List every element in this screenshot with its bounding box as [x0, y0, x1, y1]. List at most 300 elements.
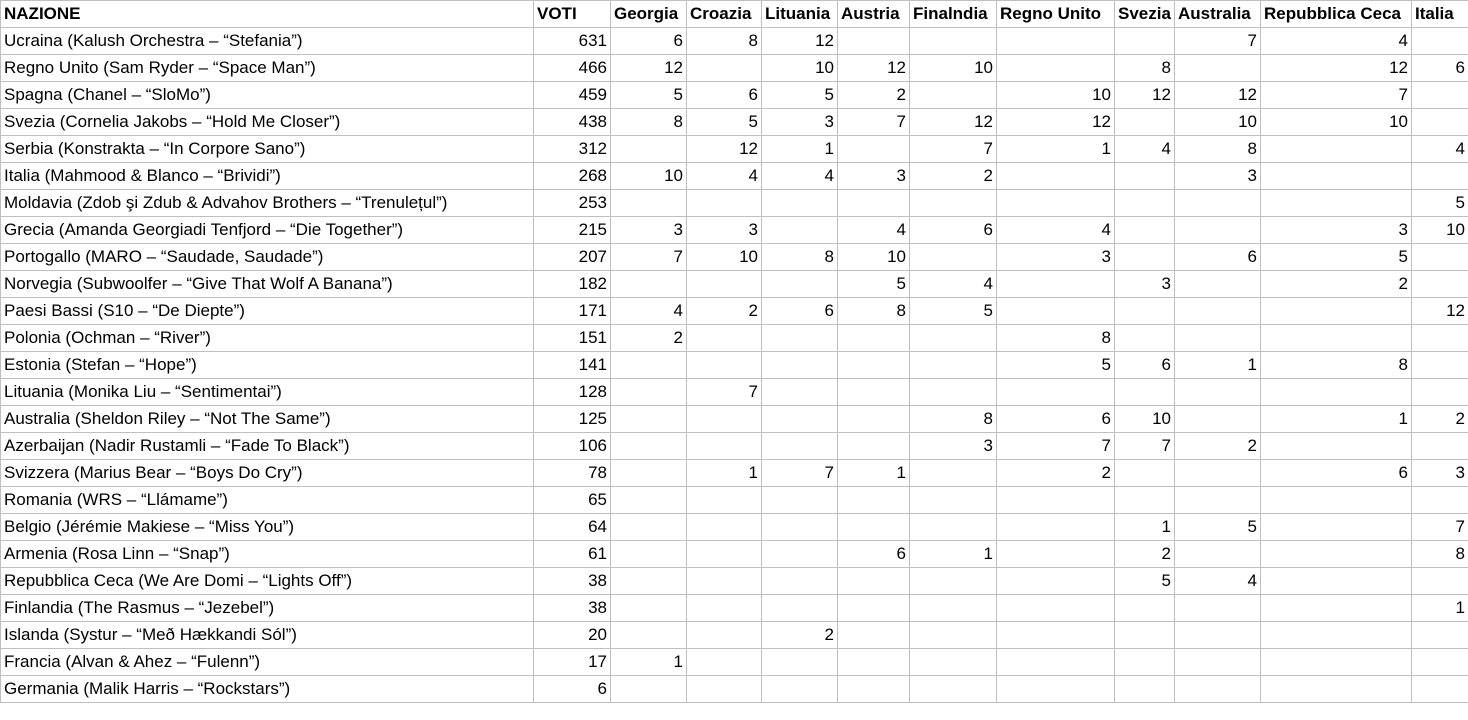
points-cell[interactable]: 1 — [910, 541, 997, 568]
points-cell[interactable]: 12 — [997, 109, 1115, 136]
points-cell[interactable] — [1115, 109, 1175, 136]
nation-cell[interactable]: Norvegia (Subwoolfer – “Give That Wolf A Banana”) — [1, 271, 534, 298]
points-cell[interactable]: 2 — [762, 622, 838, 649]
points-cell[interactable]: 12 — [1115, 82, 1175, 109]
points-cell[interactable]: 8 — [1175, 136, 1261, 163]
points-cell[interactable] — [1175, 298, 1261, 325]
points-cell[interactable] — [997, 190, 1115, 217]
points-cell[interactable]: 5 — [1412, 190, 1468, 217]
points-cell[interactable] — [1175, 541, 1261, 568]
points-cell[interactable] — [1261, 676, 1412, 703]
votes-cell[interactable]: 38 — [534, 568, 611, 595]
column-header-voter-country[interactable]: Repubblica Ceca — [1261, 1, 1412, 28]
points-cell[interactable] — [1175, 406, 1261, 433]
column-header-voter-country[interactable]: Austria — [838, 1, 910, 28]
points-cell[interactable] — [611, 406, 687, 433]
points-cell[interactable] — [1412, 325, 1468, 352]
points-cell[interactable] — [838, 352, 910, 379]
points-cell[interactable] — [687, 352, 762, 379]
points-cell[interactable] — [1115, 379, 1175, 406]
points-cell[interactable]: 6 — [910, 217, 997, 244]
points-cell[interactable] — [910, 676, 997, 703]
column-header-voter-country[interactable]: Italia — [1412, 1, 1468, 28]
points-cell[interactable] — [910, 28, 997, 55]
points-cell[interactable] — [910, 460, 997, 487]
column-header-voter-country[interactable]: Australia — [1175, 1, 1261, 28]
points-cell[interactable]: 2 — [838, 82, 910, 109]
votes-cell[interactable]: 438 — [534, 109, 611, 136]
column-header-voter-country[interactable]: Regno Unito — [997, 1, 1115, 28]
points-cell[interactable] — [1115, 460, 1175, 487]
points-cell[interactable]: 3 — [687, 217, 762, 244]
votes-cell[interactable]: 65 — [534, 487, 611, 514]
points-cell[interactable] — [762, 217, 838, 244]
points-cell[interactable]: 12 — [1412, 298, 1468, 325]
points-cell[interactable]: 5 — [1175, 514, 1261, 541]
points-cell[interactable] — [1412, 433, 1468, 460]
points-cell[interactable] — [1412, 244, 1468, 271]
points-cell[interactable]: 12 — [687, 136, 762, 163]
points-cell[interactable] — [838, 514, 910, 541]
points-cell[interactable] — [1261, 190, 1412, 217]
points-cell[interactable] — [611, 271, 687, 298]
points-cell[interactable]: 2 — [1261, 271, 1412, 298]
nation-cell[interactable]: Moldavia (Zdob şi Zdub & Advahov Brothers – “Trenulețul”) — [1, 190, 534, 217]
points-cell[interactable] — [910, 379, 997, 406]
points-cell[interactable] — [1115, 244, 1175, 271]
nation-cell[interactable]: Germania (Malik Harris – “Rockstars”) — [1, 676, 534, 703]
nation-cell[interactable]: Portogallo (MARO – “Saudade, Saudade”) — [1, 244, 534, 271]
points-cell[interactable]: 8 — [1412, 541, 1468, 568]
points-cell[interactable]: 10 — [1115, 406, 1175, 433]
votes-cell[interactable]: 459 — [534, 82, 611, 109]
points-cell[interactable] — [1115, 325, 1175, 352]
votes-cell[interactable]: 312 — [534, 136, 611, 163]
points-cell[interactable] — [762, 190, 838, 217]
points-cell[interactable]: 10 — [910, 55, 997, 82]
points-cell[interactable] — [762, 406, 838, 433]
points-cell[interactable] — [687, 487, 762, 514]
points-cell[interactable]: 6 — [611, 28, 687, 55]
points-cell[interactable]: 12 — [838, 55, 910, 82]
points-cell[interactable]: 10 — [838, 244, 910, 271]
points-cell[interactable] — [1412, 568, 1468, 595]
points-cell[interactable] — [1261, 325, 1412, 352]
points-cell[interactable] — [1115, 190, 1175, 217]
nation-cell[interactable]: Serbia (Konstrakta – “In Corpore Sano”) — [1, 136, 534, 163]
points-cell[interactable] — [1261, 487, 1412, 514]
points-cell[interactable] — [762, 514, 838, 541]
points-cell[interactable]: 2 — [1115, 541, 1175, 568]
column-header-voter-country[interactable]: Lituania — [762, 1, 838, 28]
points-cell[interactable]: 4 — [762, 163, 838, 190]
points-cell[interactable] — [838, 136, 910, 163]
points-cell[interactable] — [1175, 649, 1261, 676]
points-cell[interactable] — [687, 325, 762, 352]
points-cell[interactable]: 1 — [687, 460, 762, 487]
points-cell[interactable] — [762, 568, 838, 595]
points-cell[interactable] — [997, 622, 1115, 649]
nation-cell[interactable]: Paesi Bassi (S10 – “De Diepte”) — [1, 298, 534, 325]
points-cell[interactable]: 1 — [838, 460, 910, 487]
points-cell[interactable]: 4 — [910, 271, 997, 298]
points-cell[interactable]: 5 — [687, 109, 762, 136]
points-cell[interactable] — [838, 325, 910, 352]
points-cell[interactable] — [1412, 379, 1468, 406]
points-cell[interactable] — [1261, 541, 1412, 568]
points-cell[interactable]: 4 — [1261, 28, 1412, 55]
points-cell[interactable] — [1115, 28, 1175, 55]
points-cell[interactable] — [1175, 595, 1261, 622]
nation-cell[interactable]: Romania (WRS – “Llámame”) — [1, 487, 534, 514]
points-cell[interactable]: 3 — [1175, 163, 1261, 190]
points-cell[interactable] — [1261, 595, 1412, 622]
points-cell[interactable] — [910, 568, 997, 595]
points-cell[interactable] — [997, 28, 1115, 55]
points-cell[interactable]: 1 — [762, 136, 838, 163]
points-cell[interactable] — [910, 595, 997, 622]
points-cell[interactable] — [762, 541, 838, 568]
points-cell[interactable] — [687, 595, 762, 622]
points-cell[interactable]: 3 — [1115, 271, 1175, 298]
points-cell[interactable] — [1115, 676, 1175, 703]
points-cell[interactable] — [838, 595, 910, 622]
points-cell[interactable] — [611, 514, 687, 541]
points-cell[interactable]: 6 — [997, 406, 1115, 433]
points-cell[interactable]: 1 — [1115, 514, 1175, 541]
points-cell[interactable] — [838, 649, 910, 676]
points-cell[interactable]: 10 — [611, 163, 687, 190]
votes-cell[interactable]: 171 — [534, 298, 611, 325]
points-cell[interactable]: 3 — [838, 163, 910, 190]
points-cell[interactable]: 6 — [838, 541, 910, 568]
votes-cell[interactable]: 215 — [534, 217, 611, 244]
votes-cell[interactable]: 268 — [534, 163, 611, 190]
points-cell[interactable]: 8 — [997, 325, 1115, 352]
votes-cell[interactable]: 125 — [534, 406, 611, 433]
points-cell[interactable] — [687, 568, 762, 595]
points-cell[interactable] — [1175, 460, 1261, 487]
points-cell[interactable] — [1175, 676, 1261, 703]
points-cell[interactable] — [910, 514, 997, 541]
votes-cell[interactable]: 6 — [534, 676, 611, 703]
points-cell[interactable] — [997, 163, 1115, 190]
points-cell[interactable] — [1412, 109, 1468, 136]
points-cell[interactable] — [997, 649, 1115, 676]
points-cell[interactable] — [762, 487, 838, 514]
points-cell[interactable] — [1175, 622, 1261, 649]
points-cell[interactable] — [611, 433, 687, 460]
points-cell[interactable]: 1 — [997, 136, 1115, 163]
points-cell[interactable]: 3 — [1412, 460, 1468, 487]
nation-cell[interactable]: Belgio (Jérémie Makiese – “Miss You”) — [1, 514, 534, 541]
votes-cell[interactable]: 151 — [534, 325, 611, 352]
points-cell[interactable]: 8 — [611, 109, 687, 136]
points-cell[interactable]: 8 — [1261, 352, 1412, 379]
points-cell[interactable]: 2 — [687, 298, 762, 325]
points-cell[interactable] — [611, 190, 687, 217]
points-cell[interactable] — [762, 676, 838, 703]
points-cell[interactable]: 2 — [997, 460, 1115, 487]
points-cell[interactable] — [1261, 433, 1412, 460]
nation-cell[interactable]: Islanda (Systur – “Með Hækkandi Sól”) — [1, 622, 534, 649]
points-cell[interactable] — [838, 406, 910, 433]
points-cell[interactable]: 5 — [1115, 568, 1175, 595]
points-cell[interactable] — [762, 595, 838, 622]
points-cell[interactable]: 2 — [1412, 406, 1468, 433]
points-cell[interactable]: 3 — [611, 217, 687, 244]
points-cell[interactable] — [997, 541, 1115, 568]
points-cell[interactable]: 8 — [687, 28, 762, 55]
points-cell[interactable] — [611, 568, 687, 595]
points-cell[interactable]: 8 — [838, 298, 910, 325]
points-cell[interactable]: 1 — [611, 649, 687, 676]
nation-cell[interactable]: Estonia (Stefan – “Hope”) — [1, 352, 534, 379]
votes-cell[interactable]: 61 — [534, 541, 611, 568]
points-cell[interactable] — [762, 433, 838, 460]
points-cell[interactable] — [1261, 379, 1412, 406]
points-cell[interactable] — [910, 622, 997, 649]
points-cell[interactable]: 10 — [762, 55, 838, 82]
points-cell[interactable] — [687, 406, 762, 433]
column-header-nation[interactable]: NAZIONE — [1, 1, 534, 28]
points-cell[interactable] — [838, 28, 910, 55]
points-cell[interactable] — [1261, 163, 1412, 190]
nation-cell[interactable]: Repubblica Ceca (We Are Domi – “Lights Off”) — [1, 568, 534, 595]
points-cell[interactable] — [838, 622, 910, 649]
points-cell[interactable] — [1412, 649, 1468, 676]
votes-cell[interactable]: 106 — [534, 433, 611, 460]
points-cell[interactable] — [687, 55, 762, 82]
points-cell[interactable] — [1115, 649, 1175, 676]
points-cell[interactable]: 2 — [910, 163, 997, 190]
points-cell[interactable] — [997, 271, 1115, 298]
points-cell[interactable]: 10 — [1175, 109, 1261, 136]
points-cell[interactable] — [1115, 622, 1175, 649]
points-cell[interactable] — [687, 649, 762, 676]
nation-cell[interactable]: Italia (Mahmood & Blanco – “Brividi”) — [1, 163, 534, 190]
points-cell[interactable]: 3 — [910, 433, 997, 460]
points-cell[interactable] — [611, 622, 687, 649]
nation-cell[interactable]: Polonia (Ochman – “River”) — [1, 325, 534, 352]
points-cell[interactable]: 8 — [762, 244, 838, 271]
points-cell[interactable] — [611, 595, 687, 622]
points-cell[interactable] — [838, 190, 910, 217]
points-cell[interactable]: 8 — [1115, 55, 1175, 82]
points-cell[interactable] — [910, 244, 997, 271]
points-cell[interactable]: 12 — [1261, 55, 1412, 82]
points-cell[interactable]: 5 — [611, 82, 687, 109]
points-cell[interactable]: 5 — [997, 352, 1115, 379]
points-cell[interactable] — [838, 487, 910, 514]
points-cell[interactable]: 7 — [611, 244, 687, 271]
points-cell[interactable] — [838, 433, 910, 460]
points-cell[interactable] — [1261, 568, 1412, 595]
points-cell[interactable] — [1261, 298, 1412, 325]
points-cell[interactable] — [997, 595, 1115, 622]
points-cell[interactable]: 7 — [997, 433, 1115, 460]
points-cell[interactable]: 1 — [1412, 595, 1468, 622]
points-cell[interactable] — [838, 568, 910, 595]
nation-cell[interactable]: Ucraina (Kalush Orchestra – “Stefania”) — [1, 28, 534, 55]
points-cell[interactable]: 4 — [1412, 136, 1468, 163]
points-cell[interactable] — [910, 82, 997, 109]
points-cell[interactable] — [611, 487, 687, 514]
points-cell[interactable]: 4 — [687, 163, 762, 190]
nation-cell[interactable]: Armenia (Rosa Linn – “Snap”) — [1, 541, 534, 568]
points-cell[interactable]: 5 — [1261, 244, 1412, 271]
points-cell[interactable]: 6 — [1175, 244, 1261, 271]
points-cell[interactable]: 3 — [1261, 217, 1412, 244]
votes-cell[interactable]: 253 — [534, 190, 611, 217]
points-cell[interactable] — [687, 190, 762, 217]
points-cell[interactable] — [762, 352, 838, 379]
points-cell[interactable]: 12 — [910, 109, 997, 136]
nation-cell[interactable]: Regno Unito (Sam Ryder – “Space Man”) — [1, 55, 534, 82]
nation-cell[interactable]: Svezia (Cornelia Jakobs – “Hold Me Closer”) — [1, 109, 534, 136]
points-cell[interactable]: 5 — [838, 271, 910, 298]
points-cell[interactable] — [611, 379, 687, 406]
points-cell[interactable]: 10 — [997, 82, 1115, 109]
nation-cell[interactable]: Lituania (Monika Liu – “Sentimentai”) — [1, 379, 534, 406]
column-header-voter-country[interactable]: Svezia — [1115, 1, 1175, 28]
points-cell[interactable] — [762, 271, 838, 298]
points-cell[interactable]: 7 — [762, 460, 838, 487]
votes-cell[interactable]: 182 — [534, 271, 611, 298]
points-cell[interactable] — [611, 541, 687, 568]
points-cell[interactable] — [997, 55, 1115, 82]
points-cell[interactable] — [687, 622, 762, 649]
points-cell[interactable] — [1261, 622, 1412, 649]
points-cell[interactable]: 7 — [687, 379, 762, 406]
points-cell[interactable]: 7 — [1261, 82, 1412, 109]
points-cell[interactable] — [997, 487, 1115, 514]
points-cell[interactable]: 8 — [910, 406, 997, 433]
votes-cell[interactable]: 20 — [534, 622, 611, 649]
nation-cell[interactable]: Spagna (Chanel – “SloMo”) — [1, 82, 534, 109]
points-cell[interactable] — [1412, 163, 1468, 190]
points-cell[interactable]: 3 — [997, 244, 1115, 271]
points-cell[interactable] — [1115, 595, 1175, 622]
points-cell[interactable] — [1412, 28, 1468, 55]
nation-cell[interactable]: Australia (Sheldon Riley – “Not The Same”) — [1, 406, 534, 433]
points-cell[interactable] — [611, 352, 687, 379]
points-cell[interactable] — [1175, 487, 1261, 514]
points-cell[interactable] — [910, 325, 997, 352]
points-cell[interactable] — [762, 379, 838, 406]
points-cell[interactable]: 4 — [997, 217, 1115, 244]
points-cell[interactable]: 1 — [1261, 406, 1412, 433]
points-cell[interactable]: 4 — [611, 298, 687, 325]
points-cell[interactable] — [1175, 325, 1261, 352]
points-cell[interactable] — [910, 190, 997, 217]
points-cell[interactable]: 10 — [1261, 109, 1412, 136]
points-cell[interactable] — [611, 136, 687, 163]
points-cell[interactable]: 10 — [1412, 217, 1468, 244]
votes-cell[interactable]: 128 — [534, 379, 611, 406]
points-cell[interactable] — [1261, 136, 1412, 163]
points-cell[interactable] — [1412, 622, 1468, 649]
column-header-voter-country[interactable]: Georgia — [611, 1, 687, 28]
nation-cell[interactable]: Svizzera (Marius Bear – “Boys Do Cry”) — [1, 460, 534, 487]
points-cell[interactable]: 6 — [1115, 352, 1175, 379]
points-cell[interactable] — [910, 487, 997, 514]
nation-cell[interactable]: Azerbaijan (Nadir Rustamli – “Fade To Black”) — [1, 433, 534, 460]
points-cell[interactable] — [1261, 514, 1412, 541]
points-cell[interactable] — [1261, 649, 1412, 676]
points-cell[interactable]: 6 — [687, 82, 762, 109]
points-cell[interactable] — [1115, 163, 1175, 190]
nation-cell[interactable]: Finlandia (The Rasmus – “Jezebel”) — [1, 595, 534, 622]
points-cell[interactable]: 7 — [1115, 433, 1175, 460]
votes-cell[interactable]: 17 — [534, 649, 611, 676]
points-cell[interactable]: 12 — [1175, 82, 1261, 109]
points-cell[interactable] — [1175, 55, 1261, 82]
points-cell[interactable]: 7 — [1412, 514, 1468, 541]
points-cell[interactable] — [611, 676, 687, 703]
points-cell[interactable] — [910, 649, 997, 676]
points-cell[interactable] — [1412, 676, 1468, 703]
column-header-voter-country[interactable]: Croazia — [687, 1, 762, 28]
points-cell[interactable] — [1175, 217, 1261, 244]
points-cell[interactable] — [910, 352, 997, 379]
points-cell[interactable] — [687, 541, 762, 568]
points-cell[interactable] — [838, 676, 910, 703]
points-cell[interactable] — [1412, 487, 1468, 514]
points-cell[interactable] — [762, 649, 838, 676]
points-cell[interactable] — [1412, 352, 1468, 379]
points-cell[interactable]: 10 — [687, 244, 762, 271]
points-cell[interactable] — [611, 460, 687, 487]
votes-cell[interactable]: 466 — [534, 55, 611, 82]
votes-cell[interactable]: 631 — [534, 28, 611, 55]
points-cell[interactable] — [687, 514, 762, 541]
points-cell[interactable] — [997, 379, 1115, 406]
points-cell[interactable] — [687, 433, 762, 460]
points-cell[interactable]: 7 — [1175, 28, 1261, 55]
votes-cell[interactable]: 64 — [534, 514, 611, 541]
points-cell[interactable] — [997, 568, 1115, 595]
points-cell[interactable]: 6 — [762, 298, 838, 325]
points-cell[interactable]: 2 — [1175, 433, 1261, 460]
points-cell[interactable]: 7 — [910, 136, 997, 163]
votes-cell[interactable]: 78 — [534, 460, 611, 487]
points-cell[interactable]: 5 — [910, 298, 997, 325]
points-cell[interactable]: 4 — [1115, 136, 1175, 163]
points-cell[interactable]: 7 — [838, 109, 910, 136]
points-cell[interactable] — [1175, 271, 1261, 298]
points-cell[interactable] — [1115, 217, 1175, 244]
points-cell[interactable]: 1 — [1175, 352, 1261, 379]
points-cell[interactable] — [1115, 487, 1175, 514]
points-cell[interactable] — [997, 676, 1115, 703]
points-cell[interactable] — [997, 514, 1115, 541]
nation-cell[interactable]: Francia (Alvan & Ahez – “Fulenn”) — [1, 649, 534, 676]
points-cell[interactable]: 5 — [762, 82, 838, 109]
points-cell[interactable] — [1175, 379, 1261, 406]
points-cell[interactable] — [1115, 298, 1175, 325]
points-cell[interactable]: 3 — [762, 109, 838, 136]
votes-cell[interactable]: 38 — [534, 595, 611, 622]
points-cell[interactable] — [762, 325, 838, 352]
column-header-voter-country[interactable]: Finalndia — [910, 1, 997, 28]
nation-cell[interactable]: Grecia (Amanda Georgiadi Tenfjord – “Die Together”) — [1, 217, 534, 244]
points-cell[interactable] — [687, 676, 762, 703]
points-cell[interactable]: 2 — [611, 325, 687, 352]
points-cell[interactable] — [1412, 271, 1468, 298]
votes-cell[interactable]: 207 — [534, 244, 611, 271]
points-cell[interactable]: 6 — [1412, 55, 1468, 82]
